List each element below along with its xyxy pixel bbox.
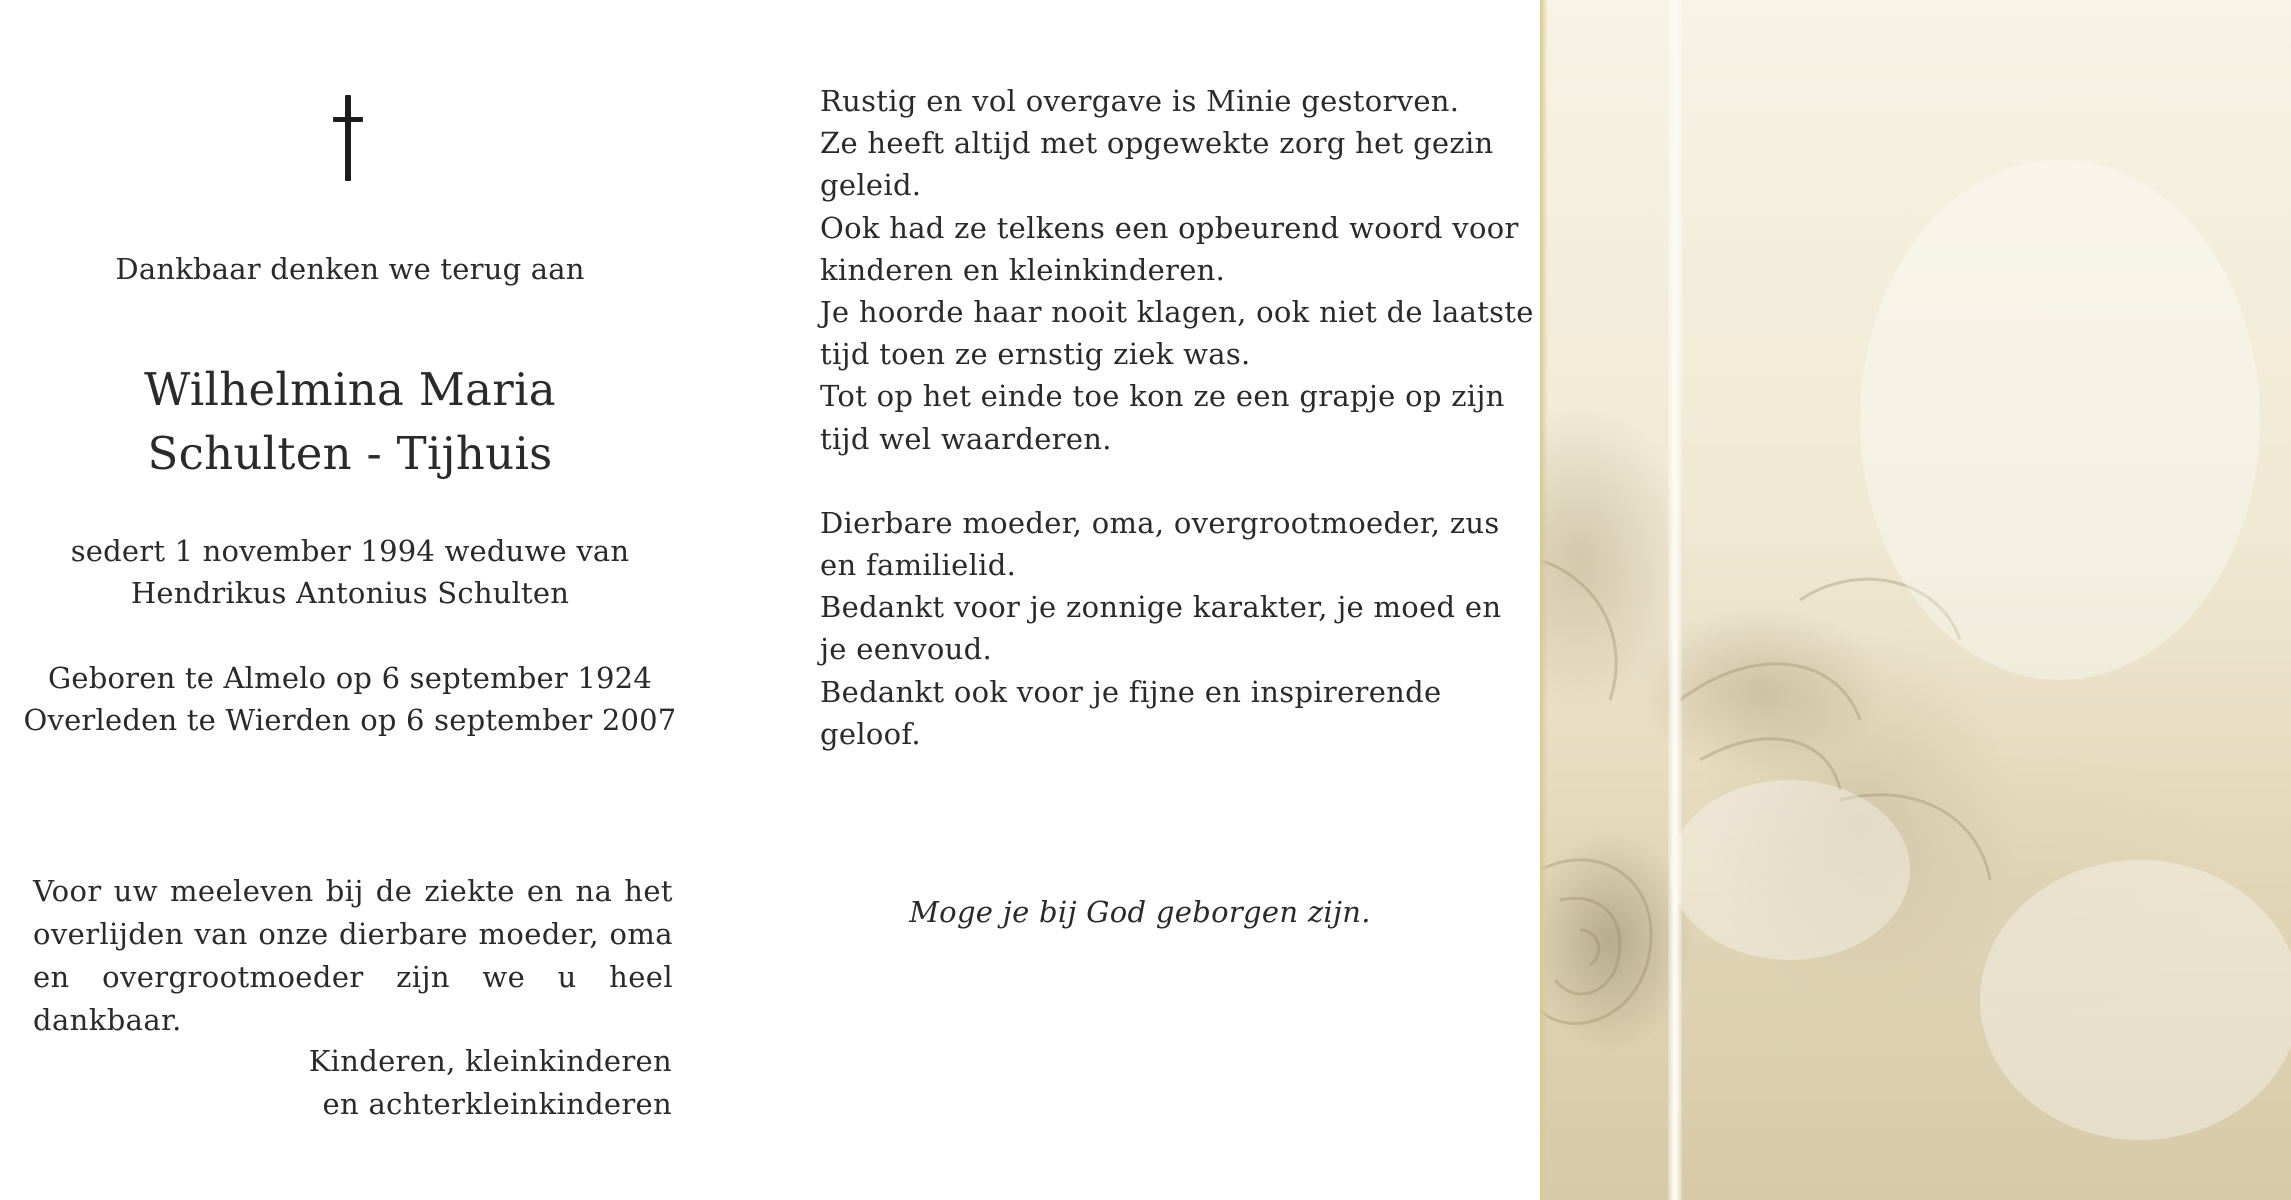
text-line: Tot op het einde toe kon ze een grapje op zijn xyxy=(820,379,1505,414)
text-line: tijd toen ze ernstig ziek was. xyxy=(820,337,1251,372)
rose-illustration xyxy=(1540,0,2291,1200)
text-line: Dierbare moeder, oma, overgrootmoeder, zus xyxy=(820,505,1500,540)
cross-icon xyxy=(333,95,363,181)
middle-panel xyxy=(820,0,1534,1200)
name-line-2: Schulten - Tijhuis xyxy=(147,427,553,480)
name-line-1: Wilhelmina Maria xyxy=(144,363,556,416)
text-line: tijd wel waarderen. xyxy=(820,421,1112,456)
text-line: Rustig en vol overgave is Minie gestorven. xyxy=(820,84,1460,118)
text-line: en familielid. xyxy=(820,548,1017,583)
signature-line-2: en achterkleinkinderen xyxy=(322,1087,672,1121)
fold-stripe xyxy=(1668,0,1682,1200)
text-line: geleid. xyxy=(820,168,922,203)
life-dates xyxy=(0,657,700,741)
paragraph-gap xyxy=(820,460,1460,502)
panel-edge xyxy=(1540,0,1548,1200)
text-line: Ze heeft altijd met opgewekte zorg het gezin xyxy=(820,126,1494,161)
closing-blessing: Moge je bij God geborgen zijn. xyxy=(909,895,1371,929)
memorial-text xyxy=(820,80,1534,755)
widow-line-2: Hendrikus Antonius Schulten xyxy=(130,576,570,610)
text-line: kinderen en kleinkinderen. xyxy=(820,252,1226,287)
text-line: Ook had ze telkens een opbeurend woord voor xyxy=(820,210,1519,245)
text-line: Bedankt ook voor je fijne en inspirerende xyxy=(820,674,1442,709)
birth-line: Geboren te Almelo op 6 september 1924 xyxy=(48,661,652,695)
intro-text: Dankbaar denken we terug aan xyxy=(115,252,585,286)
death-line: Overleden te Wierden op 6 september 2007 xyxy=(23,703,677,737)
thanks-paragraph: Voor uw meeleven bij de ziekte en na het overlijden van onze dierbare moeder, oma en overgrootmoeder zijn we u heel dankbaar. xyxy=(33,874,673,1037)
text-line: je eenvoud. xyxy=(820,632,992,667)
signature xyxy=(0,1040,672,1126)
text-line: geloof. xyxy=(820,716,921,751)
white-rose-image xyxy=(1540,0,2291,1200)
text-line: Bedankt voor je zonnige karakter, je moed en xyxy=(820,590,1502,625)
left-panel xyxy=(0,0,700,1200)
widow-line-1: sedert 1 november 1994 weduwe van xyxy=(70,534,630,568)
signature-line-1: Kinderen, kleinkinderen xyxy=(308,1044,672,1078)
text-line: Je hoorde haar nooit klagen, ook niet de laatste xyxy=(820,295,1534,330)
deceased-name xyxy=(0,358,700,486)
widow-info xyxy=(0,530,700,614)
